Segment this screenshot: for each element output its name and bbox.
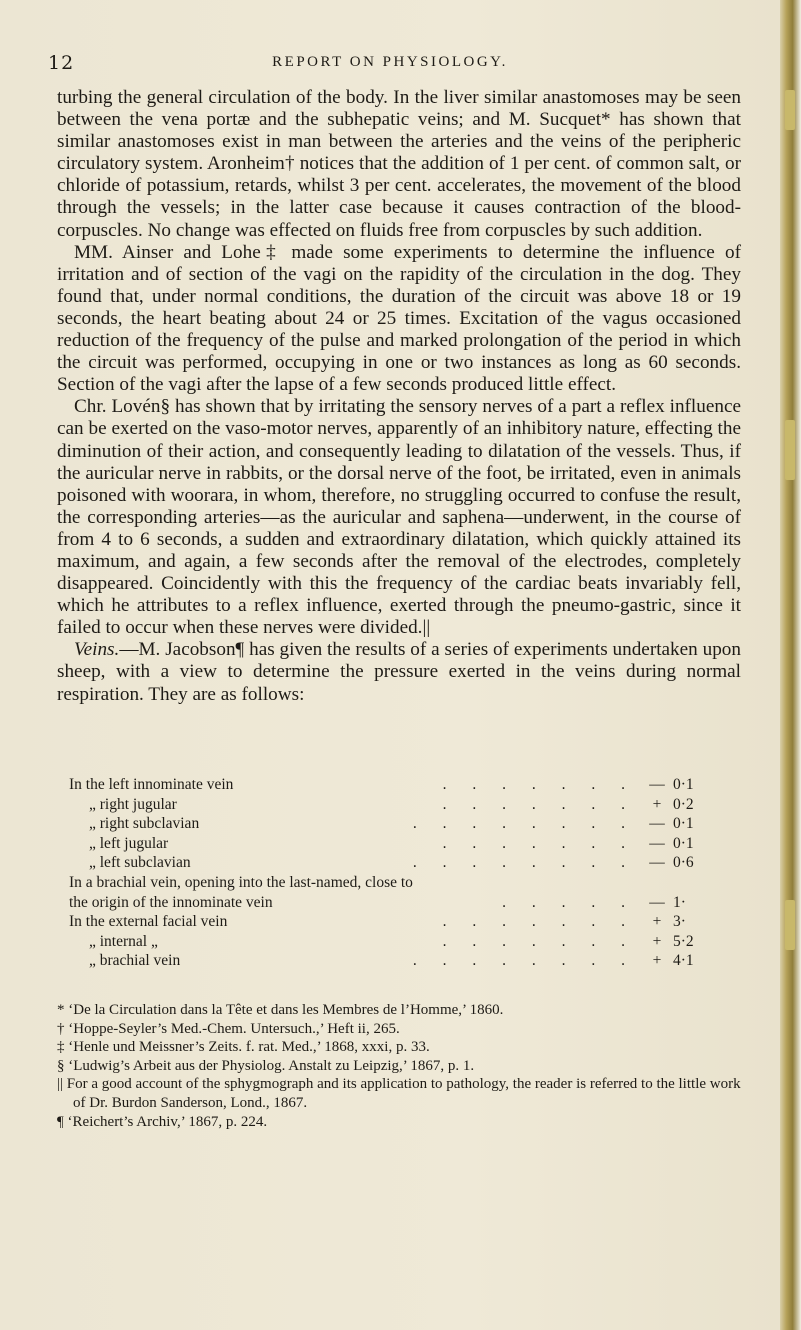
vein-label: „ right jugular bbox=[89, 795, 177, 813]
vein-label: „ internal „ bbox=[89, 932, 158, 950]
footnote-3: ‡ ‘Henle und Meissner’s Zeits. f. rat. Med.,’ 1868, xxxi, p. 33. bbox=[57, 1039, 430, 1056]
paragraph-loven: Chr. Lovén§ has shown that by irritating the sensory nerves of a part a reflex influence can be exerted on the vaso-motor nerves, apparently of an inhibitory nature, effecting the diminution of their action, and consequently leading to dilatation of the vessels. Thus, if the auricular nerve in rabbits, or the dorsal nerve of the foot, be irritated, even in animals poisoned with woorara, in whom, therefore, no struggling occurred to confuse the result, the corresponding arteries—as the auricular and saphena—underwent, in the course of from 4 to 6 seconds, a sudden and extraordinary dilatation, which quickly attained its maximum, and again, a few seconds after the removal of the electrodes, completely disappeared. Coincidently with this the frequency of the cardiac beats invariably fell, which he attributes to a reflex influence, exerted through the pneumo-gastric, since it failed to occur when these nerves were divided.|| bbox=[57, 396, 741, 639]
footnote-6: ¶ ‘Reichert’s Archiv,’ 1867, p. 224. bbox=[57, 1113, 268, 1130]
paragraph-circulation: turbing the general circulation of the body. In the liver similar anastomoses may be seen between the vena portæ and the subhepatic veins; and M. Sucquet* has shown that similar anastomoses exist in man between the arteries and the veins of the peripheric circulatory system. Aronheim† notices that the addition of 1 per cent. of common salt, or chloride of potassium, retards, whilst 3 per cent. accelerates, the movement of the blood through the vessels; in the latter case because it causes contraction of the blood-corpuscles. No change was effected on fluids free from corpuscles by such addition. bbox=[57, 87, 741, 241]
paragraph-veins bbox=[57, 639, 741, 705]
edge-mark bbox=[785, 900, 795, 950]
pressure-value: 0·2 bbox=[673, 795, 694, 813]
pressure-sign: + bbox=[652, 795, 662, 813]
veins-heading: Veins. bbox=[74, 639, 120, 661]
leader-dots: . . . . . . . . bbox=[412, 952, 636, 970]
vein-label: the origin of the innominate vein bbox=[69, 893, 273, 911]
table-row bbox=[69, 873, 741, 893]
footnote-4: § ‘Ludwig’s Arbeit aus der Physiolog. Anstalt zu Leipzig,’ 1867, p. 1. bbox=[57, 1057, 475, 1074]
pressure-value: 0·1 bbox=[673, 815, 694, 833]
pressure-sign: + bbox=[652, 913, 662, 931]
pressure-value: 5·2 bbox=[673, 932, 694, 950]
leader-dots: . . . . . . . bbox=[442, 913, 636, 931]
table-row bbox=[69, 951, 741, 971]
table-row bbox=[69, 775, 741, 795]
vein-label: In a brachial vein, opening into the last-named, close to bbox=[69, 873, 413, 891]
body-text bbox=[57, 87, 741, 706]
vein-label: „ right subclavian bbox=[89, 815, 200, 833]
leader-dots: . . . . . . . bbox=[442, 795, 636, 813]
pressure-value: 0·6 bbox=[673, 854, 694, 872]
footnote-1: * ‘De la Circulation dans la Tête et dans les Membres de l’Homme,’ 1860. bbox=[57, 1002, 504, 1018]
pressure-value: 0·1 bbox=[673, 834, 694, 852]
pressure-sign: — bbox=[649, 854, 665, 872]
pressure-sign: + bbox=[652, 932, 662, 950]
table-row bbox=[69, 912, 741, 932]
table-row bbox=[69, 814, 741, 834]
pressure-sign: — bbox=[649, 815, 665, 833]
leader-dots: . . . . . . . . bbox=[412, 854, 636, 872]
edge-mark bbox=[785, 90, 795, 130]
table-row bbox=[69, 932, 741, 952]
page-number: 12 bbox=[48, 52, 75, 74]
leader-dots: . . . . . . . bbox=[442, 834, 636, 852]
pressure-value: 4·1 bbox=[673, 952, 694, 970]
pressure-value: 3· bbox=[673, 913, 686, 931]
book-edge bbox=[780, 0, 801, 1330]
table-row bbox=[69, 834, 741, 854]
footnotes bbox=[57, 1001, 741, 1131]
veins-text: —M. Jacobson¶ has given the results of a series of experiments undertaken upon sheep, with a view to determine the pressure exerted in the veins during normal respiration. They are as follows: bbox=[57, 639, 741, 705]
footnote-5: || For a good account of the sphygmograph and its application to pathology, the reader is referred to the little work of Dr. Burdon Sanderson, Lond., 1867. bbox=[57, 1076, 741, 1111]
pressure-sign: — bbox=[649, 893, 665, 911]
leader-dots: . . . . . bbox=[502, 893, 636, 911]
vein-label: In the external facial vein bbox=[69, 913, 228, 931]
vein-label: In the left innominate vein bbox=[69, 776, 234, 793]
pressure-sign: + bbox=[652, 952, 662, 970]
paragraph-vagi: MM. Ainser and Lohe‡ made some experiments to determine the influence of irritation and of section of the vagi on the rapidity of the circulation in the dog. They found that, under normal conditions, the duration of the circuit was above 18 or 19 seconds, the heart beating about 24 or 25 times. Excitation of the vagus occasioned reduction of the frequency of the pulse and marked prolongation of the period in which the circuit was performed, occupying in one or two instances as long as 60 seconds. Section of the vagi after the lapse of a few seconds produced little effect. bbox=[57, 241, 741, 396]
vein-label: „ left subclavian bbox=[89, 854, 191, 872]
leader-dots: . . . . . . . bbox=[442, 932, 636, 950]
pressure-value: 1· bbox=[673, 893, 686, 911]
pressure-value: 0·1 bbox=[673, 776, 694, 793]
edge-mark bbox=[785, 420, 795, 480]
vein-label: „ brachial vein bbox=[89, 952, 181, 970]
table-row bbox=[69, 853, 741, 873]
pressure-table bbox=[69, 775, 741, 971]
leader-dots: . . . . . . . . bbox=[412, 815, 636, 833]
vein-label: „ left jugular bbox=[89, 834, 169, 852]
pressure-sign: — bbox=[649, 834, 665, 852]
table-row bbox=[69, 795, 741, 815]
table-row bbox=[69, 893, 741, 913]
leader-dots: . . . . . . . bbox=[442, 776, 636, 793]
pressure-sign: — bbox=[649, 776, 665, 793]
footnote-2: † ‘Hoppe-Seyler’s Med.-Chem. Untersuch.,’ Heft ii, 265. bbox=[57, 1020, 400, 1037]
page-header bbox=[40, 52, 740, 76]
running-head: REPORT ON PHYSIOLOGY. bbox=[272, 54, 508, 70]
